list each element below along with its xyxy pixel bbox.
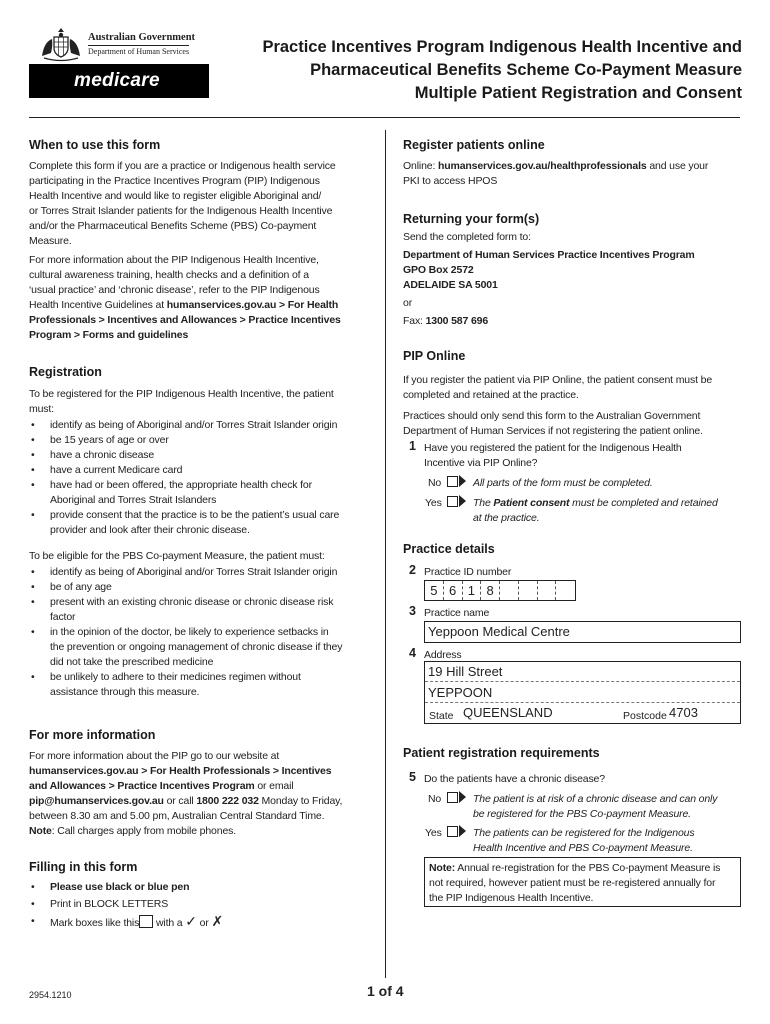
pbs-criteria-list: [29, 565, 374, 700]
more-info-paragraph: [29, 749, 374, 839]
q1-no-checkbox[interactable]: [447, 476, 458, 487]
question-number: 5: [409, 770, 416, 784]
text-line: Department of Human Services if not registering the patient online.: [403, 425, 703, 437]
text-line: • have had or been offered, the appropriate health check for: [50, 479, 312, 491]
phone-number: 1800 222 032: [196, 795, 259, 807]
text-line: between 8.30 am and 5.00 pm, Australian Central Standard Time.: [29, 810, 325, 822]
text: : Call charges apply from mobile phones.: [51, 825, 236, 837]
text-line: Measure.: [29, 235, 72, 247]
online-paragraph: [403, 159, 743, 189]
practice-id-digit[interactable]: 6: [444, 581, 463, 600]
practice-name-field[interactable]: Yeppoon Medical Centre: [424, 621, 741, 643]
list-item: [29, 433, 374, 448]
list-item: [29, 565, 374, 580]
practice-id-field[interactable]: [424, 580, 576, 601]
list-item: [29, 625, 374, 670]
text-line: • be unlikely to adhere to their medicines regimen without: [50, 671, 301, 683]
text: Patient consent: [493, 497, 570, 509]
text-line: [403, 314, 743, 329]
text: and use your: [646, 160, 709, 172]
section-heading-registration: Registration: [29, 365, 102, 379]
text-line: For more information about the PIP go to our website at: [29, 750, 280, 762]
text: Fax:: [403, 315, 426, 327]
q5-yes-checkbox[interactable]: [447, 826, 458, 837]
question-5-text: Do the patients have a chronic disease?: [424, 773, 605, 785]
text-line: Health Incentive and would like to register eligible Aboriginal and/: [29, 190, 322, 202]
state-label: State: [429, 710, 454, 722]
text: Health Incentive Guidelines at: [29, 299, 167, 311]
text-line: assistance through this measure.: [50, 686, 200, 698]
address-line: ADELAIDE SA 5001: [403, 279, 498, 291]
list-item: [29, 508, 374, 538]
section-heading-more-info: For more information: [29, 728, 156, 742]
address-divider: [425, 702, 740, 703]
text-line: • in the opinion of the doctor, be likely to experience setbacks in: [50, 626, 329, 638]
text: Print in BLOCK LETTERS: [50, 898, 169, 910]
cross-icon: ✗: [211, 913, 224, 929]
section-heading-online: Register patients online: [403, 138, 545, 152]
section-heading-practice: Practice details: [403, 542, 495, 556]
practice-id-label: Practice ID number: [424, 566, 512, 578]
form-title: [262, 36, 742, 105]
text-line: Complete this form if you are a practice or Indigenous health service: [29, 160, 336, 172]
text-line: [29, 824, 374, 839]
text-line: Health Incentive and PBS Co-payment Measure.: [473, 842, 693, 854]
text-line: provider and look after their chronic disease.: [50, 524, 250, 536]
section-heading-pip-online: PIP Online: [403, 349, 466, 363]
state-value[interactable]: QUEENSLAND: [463, 705, 553, 720]
form-code: 2954.1210: [29, 990, 72, 1000]
practice-id-digit[interactable]: [538, 581, 557, 600]
title-line-1: Practice Incentives Program Indigenous Health Incentive and: [262, 38, 742, 56]
text: The: [473, 497, 494, 509]
option-label-no: No: [428, 477, 442, 489]
pip-online-paragraph-2: [403, 409, 743, 439]
text-line: [403, 159, 743, 174]
option-label-no: No: [428, 793, 442, 805]
practice-id-digit[interactable]: [556, 581, 575, 600]
text-line: factor: [50, 611, 76, 623]
text-line: participating in the Practice Incentives Program (PIP) Indigenous: [29, 175, 320, 187]
pbs-intro: To be eligible for the PBS Co-payment Measure, the patient must:: [29, 550, 325, 562]
text-line: Incentive via PIP Online?: [424, 457, 538, 469]
text-line: • present with an existing chronic disease or chronic disease risk: [50, 596, 334, 608]
arrow-right-icon: [459, 791, 466, 803]
text-line: ‘usual practice’ and ‘chronic disease’, refer to the PIP Indigenous: [29, 284, 320, 296]
text-line: the PIP Indigenous Health Incentive.: [429, 892, 594, 904]
question-number: 4: [409, 646, 416, 660]
sample-checkbox: [139, 915, 153, 928]
list-item: [29, 463, 374, 478]
text-line: [473, 496, 718, 511]
text-line: For more information about the PIP Indigenous Health Incentive,: [29, 254, 319, 266]
list-item: [29, 896, 374, 913]
arrow-right-icon: [459, 825, 466, 837]
postcode-value[interactable]: 4703: [669, 705, 698, 720]
list-item: [29, 670, 374, 700]
text-line: must:: [29, 403, 54, 415]
info-link-line[interactable]: humanservices.gov.au > For Health Professionals > Incentives: [29, 765, 332, 777]
page-number: 1 of 4: [367, 983, 404, 999]
coat-of-arms-icon: [38, 26, 84, 62]
annual-registration-note: [424, 857, 741, 907]
hpos-link[interactable]: humanservices.gov.au/healthprofessionals: [438, 160, 647, 172]
text-line: • provide consent that the practice is to be the patient’s usual care: [50, 509, 340, 521]
list-item: [29, 580, 374, 595]
tick-icon: ✓: [185, 913, 197, 929]
text-line: • have a chronic disease: [50, 449, 155, 461]
registration-intro: [29, 387, 374, 417]
practice-id-digit[interactable]: 8: [481, 581, 500, 600]
text-line: completed and retained at the practice.: [403, 389, 579, 401]
question-number: 1: [409, 439, 416, 453]
text-line: [29, 779, 374, 794]
fax-number: 1300 587 696: [425, 315, 489, 327]
option-label-yes: Yes: [425, 497, 442, 509]
address-line: Department of Human Services Practice Incentives Program: [403, 249, 695, 261]
filling-instructions-list: [29, 879, 374, 932]
list-item: [29, 448, 374, 463]
when-paragraph-1: [29, 159, 374, 249]
title-line-3: Multiple Patient Registration and Consent: [414, 84, 742, 102]
text-line: and/or the Pharmaceutical Benefits Scheme (PBS) Co-payment: [29, 220, 317, 232]
address-line-1[interactable]: 19 Hill Street: [428, 664, 503, 679]
text-line: the prevention or ongoing management of chronic disease if they: [50, 641, 343, 653]
list-item: [29, 418, 374, 433]
text-line: [429, 861, 736, 876]
text-line: Aboriginal and Torres Strait Islanders: [50, 494, 217, 506]
address-line-2[interactable]: YEPPOON: [428, 685, 493, 700]
guidelines-path-line: Professionals > Incentives and Allowances > Practice Incentives: [29, 314, 341, 326]
text-line: Have you registered the patient for the Indigenous Health: [424, 442, 682, 454]
note-label: Note:: [429, 862, 456, 874]
text-line: Send the completed form to:: [403, 231, 531, 243]
text-line: If you register the patient via PIP Online, the patient consent must be: [403, 374, 713, 386]
text-line: did not take the prescribed medicine: [50, 656, 214, 668]
medicare-logo: medicare: [29, 64, 209, 98]
text-line: To be registered for the PIP Indigenous Health Incentive, the patient: [29, 388, 334, 400]
text: Please use black or blue pen: [50, 881, 190, 893]
option-label-yes: Yes: [425, 827, 442, 839]
header-divider: [29, 117, 740, 118]
postcode-label: Postcode: [623, 710, 667, 722]
text-line: cultural awareness training, health checks and a definition of a: [29, 269, 309, 281]
q5-no-note: [473, 792, 717, 822]
text: or: [196, 917, 212, 929]
guidelines-link[interactable]: humanservices.gov.au > For Health: [166, 299, 339, 311]
email-link[interactable]: pip@humanservices.gov.au: [29, 795, 164, 807]
text-line: • have a current Medicare card: [50, 464, 183, 476]
text: or call: [163, 795, 197, 807]
practice-id-digit[interactable]: [500, 581, 519, 600]
text: Mark boxes like this: [50, 917, 140, 929]
q5-no-checkbox[interactable]: [447, 792, 458, 803]
government-name: Australian Government: [88, 32, 196, 43]
q5-yes-note: [473, 826, 694, 856]
section-heading-when: When to use this form: [29, 138, 161, 152]
practice-name-label: Practice name: [424, 607, 490, 619]
address-field[interactable]: [424, 661, 741, 724]
list-item: [29, 478, 374, 508]
column-divider: [385, 130, 386, 978]
text: Annual re-registration for the PBS Co-payment Measure is: [455, 862, 721, 874]
q1-no-note: All parts of the form must be completed.: [473, 477, 653, 489]
text: must be completed and retained: [569, 497, 718, 509]
text-line: be registered for the PBS Co-payment Measure.: [473, 808, 691, 820]
arrow-right-icon: [459, 495, 466, 507]
text-line: or: [403, 297, 413, 309]
returning-paragraph: [403, 230, 743, 329]
note-label: Note: [29, 825, 52, 837]
question-number: 3: [409, 604, 416, 618]
q1-yes-checkbox[interactable]: [447, 496, 458, 507]
practice-id-digit[interactable]: [519, 581, 538, 600]
text-line: • identify as being of Aboriginal and/or Torres Strait Islander origin: [50, 419, 338, 431]
government-logo: [38, 26, 208, 62]
text-line: [29, 794, 374, 809]
text-line: The patient is at risk of a chronic disease and can only: [473, 793, 718, 805]
text: Monday to Friday,: [258, 795, 343, 807]
text-line: PKI to access HPOS: [403, 175, 498, 187]
list-item: [29, 913, 374, 932]
info-link-line[interactable]: and Allowances > Practice Incentives Program: [29, 780, 255, 792]
arrow-right-icon: [459, 475, 466, 487]
q1-yes-note: [473, 496, 718, 526]
section-heading-filling: Filling in this form: [29, 860, 138, 874]
address-line: GPO Box 2572: [403, 264, 474, 276]
question-number: 2: [409, 563, 416, 577]
question-1-text: [424, 441, 682, 471]
text-line: • be 15 years of age or over: [50, 434, 169, 446]
address-label: Address: [424, 649, 462, 661]
text: or email: [254, 780, 294, 792]
pip-online-paragraph-1: [403, 373, 743, 403]
section-heading-returning: Returning your form(s): [403, 212, 540, 226]
text: with a: [153, 917, 186, 929]
text-line: The patients can be registered for the Indigenous: [473, 827, 695, 839]
practice-id-digit[interactable]: 5: [425, 581, 444, 600]
text-line: not required, however patient must be re-registered annually for: [429, 877, 716, 889]
list-item: [29, 595, 374, 625]
guidelines-path-line: Program > Forms and guidelines: [29, 329, 189, 341]
text: Online:: [403, 160, 438, 172]
department-name: Department of Human Services: [88, 47, 190, 56]
text-line: at the practice.: [473, 512, 540, 524]
text-line: [29, 298, 374, 313]
when-paragraph-2: [29, 253, 374, 343]
title-line-2: Pharmaceutical Benefits Scheme Co-Payment Measure: [310, 61, 742, 79]
section-heading-requirements: Patient registration requirements: [403, 746, 600, 760]
practice-id-digit[interactable]: 1: [463, 581, 482, 600]
text-line: • be of any age: [50, 581, 112, 593]
address-divider: [425, 681, 740, 682]
text-line: or Torres Strait Islander patients for the Indigenous Health Incentive: [29, 205, 333, 217]
text-line: Practices should only send this form to the Australian Government: [403, 410, 701, 422]
list-item: [29, 879, 374, 896]
text-line: • identify as being of Aboriginal and/or Torres Strait Islander origin: [50, 566, 338, 578]
registration-criteria-list: [29, 418, 374, 538]
